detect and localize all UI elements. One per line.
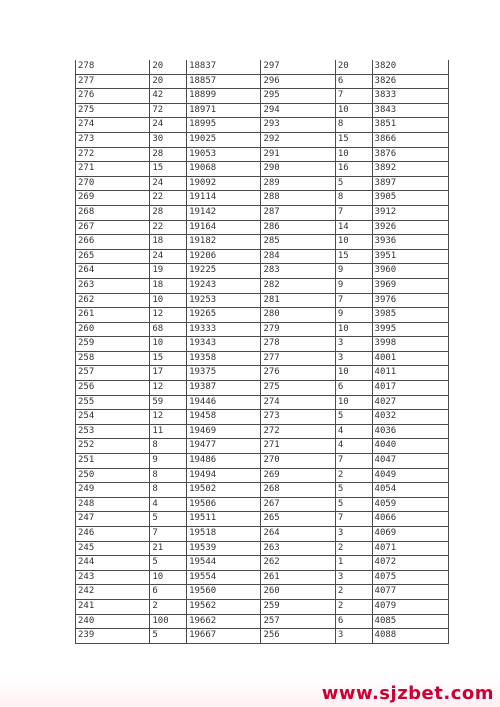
table-cell: 19114 (187, 191, 261, 206)
table-cell: 278 (261, 337, 335, 352)
table-cell: 3 (335, 351, 372, 366)
table-cell: 242 (76, 585, 150, 600)
table-cell: 5 (150, 629, 187, 644)
table-cell: 259 (261, 599, 335, 614)
table-cell: 262 (261, 556, 335, 571)
table-cell: 267 (261, 497, 335, 512)
table-row (76, 629, 449, 644)
table-cell: 4075 (372, 570, 448, 585)
table-cell: 3969 (372, 278, 448, 293)
table-cell: 3866 (372, 132, 448, 147)
table-cell: 4066 (372, 512, 448, 527)
table-cell: 19554 (187, 570, 261, 585)
table-cell: 19458 (187, 410, 261, 425)
table-row (76, 132, 449, 147)
table-cell: 4 (335, 424, 372, 439)
table-cell: 285 (261, 235, 335, 250)
table-cell: 12 (150, 308, 187, 323)
table-cell: 272 (76, 147, 150, 162)
table-cell: 251 (76, 454, 150, 469)
table-row (76, 235, 449, 250)
table-row (76, 176, 449, 191)
table-cell: 293 (261, 118, 335, 133)
table-cell: 270 (261, 454, 335, 469)
table-cell: 252 (76, 439, 150, 454)
table-cell: 19343 (187, 337, 261, 352)
table-cell: 42 (150, 89, 187, 104)
table-cell: 6 (150, 585, 187, 600)
table-row (76, 454, 449, 469)
table-cell: 3 (335, 570, 372, 585)
table-cell: 263 (261, 541, 335, 556)
table-cell: 3926 (372, 220, 448, 235)
table-cell: 8 (150, 483, 187, 498)
table-cell: 16 (335, 162, 372, 177)
table-cell: 7 (335, 293, 372, 308)
table-cell: 4077 (372, 585, 448, 600)
table-cell: 249 (76, 483, 150, 498)
table-cell: 19206 (187, 249, 261, 264)
table-cell: 22 (150, 220, 187, 235)
table-cell: 276 (76, 89, 150, 104)
table-cell: 19053 (187, 147, 261, 162)
table-cell: 263 (76, 278, 150, 293)
table-row (76, 439, 449, 454)
table-cell: 272 (261, 424, 335, 439)
table-cell: 19068 (187, 162, 261, 177)
table-cell: 19667 (187, 629, 261, 644)
table-cell: 4001 (372, 351, 448, 366)
table-cell: 18899 (187, 89, 261, 104)
table-cell: 19225 (187, 264, 261, 279)
table-cell: 4017 (372, 381, 448, 396)
table-cell: 278 (76, 60, 150, 74)
table-cell: 7 (335, 89, 372, 104)
table-cell: 9 (335, 264, 372, 279)
table-row (76, 220, 449, 235)
table-cell: 248 (76, 497, 150, 512)
table-cell: 19562 (187, 599, 261, 614)
table-cell: 4085 (372, 614, 448, 629)
table-cell: 4059 (372, 497, 448, 512)
table-cell: 5 (335, 410, 372, 425)
table-cell: 281 (261, 293, 335, 308)
score-table-body (76, 60, 449, 643)
table-cell: 3951 (372, 249, 448, 264)
table-row (76, 512, 449, 527)
table-cell: 260 (261, 585, 335, 600)
table-cell: 240 (76, 614, 150, 629)
table-row (76, 60, 449, 74)
table-row (76, 118, 449, 133)
table-cell: 4047 (372, 454, 448, 469)
table-cell: 19544 (187, 556, 261, 571)
table-cell: 19511 (187, 512, 261, 527)
table-cell: 10 (335, 235, 372, 250)
table-cell: 6 (335, 614, 372, 629)
table-cell: 256 (261, 629, 335, 644)
table-cell: 20 (335, 60, 372, 74)
table-cell: 8 (335, 191, 372, 206)
table-cell: 3912 (372, 205, 448, 220)
table-cell: 10 (335, 147, 372, 162)
table-cell: 5 (150, 556, 187, 571)
table-cell: 259 (76, 337, 150, 352)
table-cell: 5 (150, 512, 187, 527)
table-cell: 3985 (372, 308, 448, 323)
table-cell: 283 (261, 264, 335, 279)
table-cell: 18837 (187, 60, 261, 74)
table-row (76, 483, 449, 498)
table-cell: 269 (76, 191, 150, 206)
table-row (76, 293, 449, 308)
table-cell: 6 (335, 381, 372, 396)
table-cell: 19518 (187, 527, 261, 542)
table-row (76, 424, 449, 439)
table-cell: 7 (150, 527, 187, 542)
table-cell: 275 (76, 103, 150, 118)
table-cell: 260 (76, 322, 150, 337)
table-cell: 268 (261, 483, 335, 498)
table-row (76, 395, 449, 410)
table-cell: 19142 (187, 205, 261, 220)
table-cell: 277 (76, 74, 150, 89)
table-row (76, 322, 449, 337)
table-cell: 10 (150, 337, 187, 352)
table-cell: 19 (150, 264, 187, 279)
table-cell: 2 (335, 541, 372, 556)
table-cell: 9 (335, 308, 372, 323)
table-cell: 100 (150, 614, 187, 629)
table-row (76, 249, 449, 264)
table-cell: 15 (335, 249, 372, 264)
score-table (75, 60, 449, 644)
table-cell: 15 (150, 351, 187, 366)
table-cell: 21 (150, 541, 187, 556)
table-cell: 10 (150, 570, 187, 585)
table-row (76, 599, 449, 614)
table-cell: 4 (150, 497, 187, 512)
table-cell: 265 (261, 512, 335, 527)
table-cell: 19333 (187, 322, 261, 337)
table-cell: 246 (76, 527, 150, 542)
table-row (76, 497, 449, 512)
table-cell: 267 (76, 220, 150, 235)
table-cell: 18971 (187, 103, 261, 118)
table-cell: 3976 (372, 293, 448, 308)
table-cell: 19446 (187, 395, 261, 410)
table-cell: 243 (76, 570, 150, 585)
table-cell: 4040 (372, 439, 448, 454)
table-row (76, 410, 449, 425)
table-cell: 271 (261, 439, 335, 454)
table-cell: 7 (335, 454, 372, 469)
table-cell: 20 (150, 60, 187, 74)
table-cell: 3892 (372, 162, 448, 177)
table-cell: 5 (335, 497, 372, 512)
table-cell: 10 (335, 322, 372, 337)
table-row (76, 205, 449, 220)
table-cell: 3960 (372, 264, 448, 279)
table-cell: 264 (76, 264, 150, 279)
table-cell: 3995 (372, 322, 448, 337)
table-cell: 17 (150, 366, 187, 381)
table-cell: 261 (76, 308, 150, 323)
table-row (76, 381, 449, 396)
table-cell: 19375 (187, 366, 261, 381)
table-cell: 257 (261, 614, 335, 629)
table-cell: 3 (335, 629, 372, 644)
table-cell: 287 (261, 205, 335, 220)
table-cell: 68 (150, 322, 187, 337)
table-cell: 266 (76, 235, 150, 250)
table-cell: 10 (335, 395, 372, 410)
table-cell: 4032 (372, 410, 448, 425)
table-cell: 9 (335, 278, 372, 293)
table-cell: 3876 (372, 147, 448, 162)
table-cell: 268 (76, 205, 150, 220)
table-cell: 10 (335, 366, 372, 381)
table-cell: 289 (261, 176, 335, 191)
table-cell: 19662 (187, 614, 261, 629)
table-row (76, 351, 449, 366)
table-cell: 2 (335, 468, 372, 483)
table-cell: 6 (335, 74, 372, 89)
table-cell: 4088 (372, 629, 448, 644)
table-cell: 286 (261, 220, 335, 235)
table-cell: 276 (261, 366, 335, 381)
table-cell: 24 (150, 176, 187, 191)
table-cell: 4072 (372, 556, 448, 571)
table-cell: 4 (335, 439, 372, 454)
table-cell: 24 (150, 118, 187, 133)
table-cell: 3998 (372, 337, 448, 352)
table-cell: 19560 (187, 585, 261, 600)
table-cell: 3833 (372, 89, 448, 104)
table-cell: 30 (150, 132, 187, 147)
table-cell: 3897 (372, 176, 448, 191)
table-cell: 15 (150, 162, 187, 177)
table-cell: 4079 (372, 599, 448, 614)
table-cell: 4054 (372, 483, 448, 498)
table-row (76, 103, 449, 118)
table-cell: 3 (335, 337, 372, 352)
table-cell: 4011 (372, 366, 448, 381)
table-row (76, 541, 449, 556)
table-row (76, 278, 449, 293)
table-cell: 19182 (187, 235, 261, 250)
table-row (76, 308, 449, 323)
table-cell: 3936 (372, 235, 448, 250)
table-cell: 19494 (187, 468, 261, 483)
table-row (76, 585, 449, 600)
table-cell: 255 (76, 395, 150, 410)
table-cell: 10 (150, 293, 187, 308)
table-cell: 261 (261, 570, 335, 585)
table-row (76, 556, 449, 571)
table-cell: 19387 (187, 381, 261, 396)
table-cell: 2 (150, 599, 187, 614)
table-cell: 262 (76, 293, 150, 308)
table-cell: 264 (261, 527, 335, 542)
table-cell: 11 (150, 424, 187, 439)
table-cell: 271 (76, 162, 150, 177)
table-cell: 15 (335, 132, 372, 147)
table-cell: 18 (150, 278, 187, 293)
table-cell: 19164 (187, 220, 261, 235)
table-cell: 28 (150, 147, 187, 162)
table-cell: 8 (150, 468, 187, 483)
table-cell: 10 (335, 103, 372, 118)
table-cell: 5 (335, 176, 372, 191)
table-cell: 280 (261, 308, 335, 323)
table-cell: 250 (76, 468, 150, 483)
table-cell: 284 (261, 249, 335, 264)
table-cell: 247 (76, 512, 150, 527)
table-cell: 18995 (187, 118, 261, 133)
table-cell: 3851 (372, 118, 448, 133)
table-cell: 9 (150, 454, 187, 469)
table-cell: 296 (261, 74, 335, 89)
table-cell: 2 (335, 585, 372, 600)
table-cell: 273 (261, 410, 335, 425)
table-row (76, 570, 449, 585)
table-row (76, 468, 449, 483)
table-cell: 275 (261, 381, 335, 396)
table-cell: 19092 (187, 176, 261, 191)
table-cell: 1 (335, 556, 372, 571)
table-cell: 12 (150, 381, 187, 396)
table-cell: 245 (76, 541, 150, 556)
table-cell: 4049 (372, 468, 448, 483)
table-cell: 14 (335, 220, 372, 235)
table-row (76, 147, 449, 162)
table-cell: 274 (76, 118, 150, 133)
table-cell: 254 (76, 410, 150, 425)
table-cell: 19469 (187, 424, 261, 439)
table-cell: 19025 (187, 132, 261, 147)
table-cell: 19253 (187, 293, 261, 308)
table-cell: 19477 (187, 439, 261, 454)
table-cell: 7 (335, 512, 372, 527)
table-cell: 4036 (372, 424, 448, 439)
table-cell: 8 (335, 118, 372, 133)
table-cell: 273 (76, 132, 150, 147)
table-cell: 270 (76, 176, 150, 191)
table-row (76, 366, 449, 381)
table-cell: 288 (261, 191, 335, 206)
table-cell: 4027 (372, 395, 448, 410)
table-cell: 8 (150, 439, 187, 454)
table-cell: 3 (335, 527, 372, 542)
table-cell: 244 (76, 556, 150, 571)
table-cell: 12 (150, 410, 187, 425)
table-cell: 256 (76, 381, 150, 396)
table-cell: 19358 (187, 351, 261, 366)
table-cell: 279 (261, 322, 335, 337)
table-cell: 5 (335, 483, 372, 498)
table-cell: 3826 (372, 74, 448, 89)
table-cell: 19486 (187, 454, 261, 469)
table-cell: 274 (261, 395, 335, 410)
table-row (76, 614, 449, 629)
watermark-banner (0, 677, 500, 707)
table-cell: 2 (335, 599, 372, 614)
table-cell: 28 (150, 205, 187, 220)
table-row (76, 191, 449, 206)
table-cell: 277 (261, 351, 335, 366)
table-cell: 22 (150, 191, 187, 206)
table-cell: 4069 (372, 527, 448, 542)
table-cell: 18 (150, 235, 187, 250)
table-row (76, 89, 449, 104)
table-row (76, 162, 449, 177)
table-cell: 294 (261, 103, 335, 118)
table-cell: 7 (335, 205, 372, 220)
table-cell: 291 (261, 147, 335, 162)
table-cell: 292 (261, 132, 335, 147)
table-cell: 20 (150, 74, 187, 89)
table-cell: 257 (76, 366, 150, 381)
table-cell: 19243 (187, 278, 261, 293)
table-cell: 3820 (372, 60, 448, 74)
table-row (76, 337, 449, 352)
table-cell: 258 (76, 351, 150, 366)
table-cell: 265 (76, 249, 150, 264)
watermark-text: www.sjzbet.com (321, 683, 494, 704)
table-cell: 241 (76, 599, 150, 614)
table-cell: 297 (261, 60, 335, 74)
table-cell: 239 (76, 629, 150, 644)
table-cell: 19502 (187, 483, 261, 498)
table-row (76, 264, 449, 279)
table-cell: 19539 (187, 541, 261, 556)
table-row (76, 74, 449, 89)
table-cell: 3905 (372, 191, 448, 206)
table-cell: 19265 (187, 308, 261, 323)
table-cell: 18857 (187, 74, 261, 89)
table-cell: 253 (76, 424, 150, 439)
table-cell: 290 (261, 162, 335, 177)
table-cell: 24 (150, 249, 187, 264)
table-row (76, 527, 449, 542)
table-cell: 269 (261, 468, 335, 483)
table-cell: 295 (261, 89, 335, 104)
table-cell: 72 (150, 103, 187, 118)
table-cell: 4071 (372, 541, 448, 556)
table-cell: 59 (150, 395, 187, 410)
table-cell: 282 (261, 278, 335, 293)
table-cell: 3843 (372, 103, 448, 118)
table-cell: 19506 (187, 497, 261, 512)
